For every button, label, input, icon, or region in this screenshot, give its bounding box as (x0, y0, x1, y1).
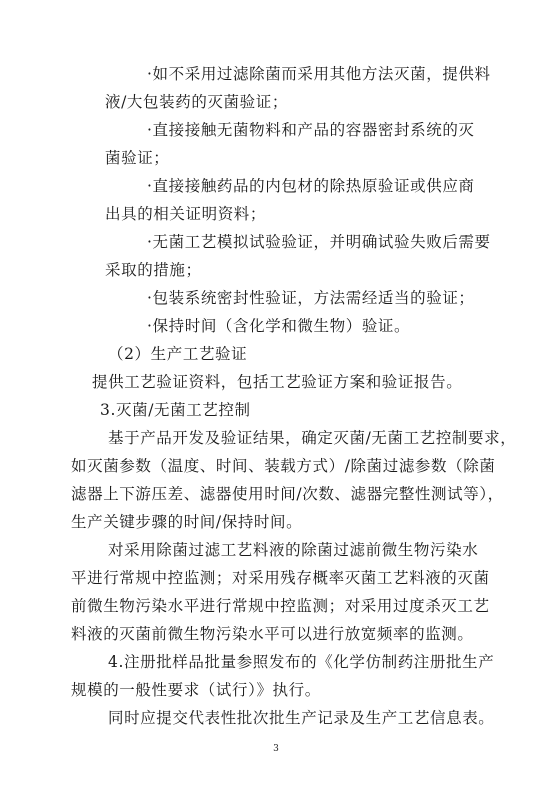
text-line-9: ·包装系统密封性验证，方法需经适当的验证； (147, 289, 475, 307)
text-line-19: 平进行常规中控监测；对采用残存概率灭菌工艺料液的灭菌 (71, 569, 490, 587)
text-line-21: 料液的灭菌前微生物污染水平可以进行放宽频率的监测。 (71, 625, 474, 643)
text-line-16: 滤器上下游压差、滤器使用时间/次数、滤器完整性测试等）， (71, 485, 504, 503)
text-line-7: ·无菌工艺模拟试验验证，并明确试验失败后需要 (147, 233, 491, 251)
page-number: 3 (273, 744, 279, 754)
text-line-8: 采取的措施； (105, 261, 202, 279)
text-line-4: 菌验证； (105, 149, 170, 167)
text-line-10: ·保持时间（含化学和微生物）验证。 (147, 317, 411, 335)
section-heading-process-validation: （2）生产工艺验证 (108, 345, 248, 363)
text-line-2: 液/大包装药的灭菌验证； (105, 93, 288, 111)
text-line-18: 对采用除菌过滤工艺料液的除菌过滤前微生物污染水 (108, 541, 479, 559)
text-line-3: ·直接接触无菌物料和产品的容器密封系统的灭 (147, 121, 475, 139)
text-line-17: 生产关键步骤的时间/保持时间。 (71, 513, 303, 531)
text-line-20: 前微生物污染水平进行常规中控监测；对采用过度杀灭工艺 (71, 597, 490, 615)
text-line-15: 如灭菌参数（温度、时间、装载方式）/除菌过滤参数（除菌 (71, 457, 496, 475)
text-line-14: 基于产品开发及验证结果，确定灭菌/无菌工艺控制要求， (108, 429, 517, 447)
text-line-6: 出具的相关证明资料； (105, 205, 267, 223)
text-line-1: ·如不采用过滤除菌而采用其他方法灭菌，提供料 (147, 65, 491, 83)
section-heading-sterilization-control: 3.灭菌/无菌工艺控制 (100, 401, 251, 419)
text-line-22: 4.注册批样品批量参照发布的《化学仿制药注册批生产 (108, 653, 495, 671)
text-line-5: ·直接接触药品的内包材的除热原验证或供应商 (147, 177, 475, 195)
text-line-12: 提供工艺验证资料，包括工艺验证方案和验证报告。 (92, 373, 463, 391)
text-line-24: 同时应提交代表性批次批生产记录及生产工艺信息表。 (108, 709, 495, 727)
text-line-23: 规模的一般性要求（试行）》执行。 (71, 681, 321, 699)
